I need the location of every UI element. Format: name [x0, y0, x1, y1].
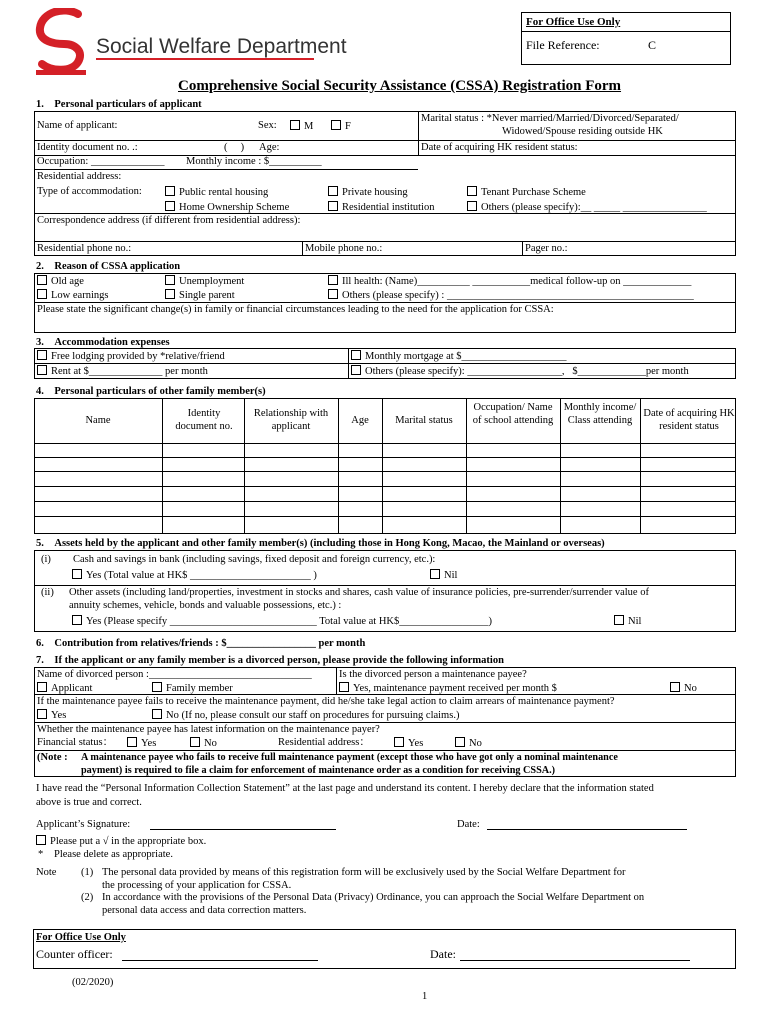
counter-officer-label: Counter officer:: [36, 947, 113, 961]
tick-instruction: Please put a √ in the appropriate box.: [36, 835, 206, 849]
rent-option[interactable]: Rent at $______________ per month: [37, 365, 208, 379]
office-use-bottom-box: [33, 929, 736, 969]
sex-male-option[interactable]: M: [290, 120, 313, 134]
checkbox[interactable]: [328, 275, 338, 285]
section5-heading: 5. Assets held by the applicant and other family member(s) (including those in Hong Kong, Macao, the Mainland or overseas): [36, 538, 605, 549]
col-header-age: Age: [351, 415, 369, 426]
form-title: Comprehensive Social Security Assistance (CSSA) Registration Form: [178, 78, 622, 94]
checkbox[interactable]: [37, 289, 47, 299]
office-use-bottom-title: For Office Use Only: [36, 932, 126, 943]
file-reference-value: C: [648, 38, 657, 52]
other-assets-line1: Other assets (including land/properties, investment in stocks and shares, cash value of insurance policies, pre-surrender/surrender value of: [69, 587, 649, 598]
other-assets-nil-option[interactable]: Nil: [614, 615, 641, 629]
accom-others[interactable]: Others (please specify):__ _____ ________________: [467, 201, 707, 215]
checkbox[interactable]: [152, 709, 162, 719]
checkbox[interactable]: [37, 682, 47, 692]
checkbox[interactable]: [165, 275, 175, 285]
note1-line2: the processing of your application for CSSA.: [102, 880, 292, 891]
col-header-occupation: Occupation/ Name of school attending: [472, 402, 554, 427]
checkbox[interactable]: [37, 365, 47, 375]
section6-heading: 6. Contribution from relatives/friends : $_________________ per month: [36, 638, 366, 649]
office-date-line[interactable]: [460, 960, 690, 961]
accom-public-rental[interactable]: Public rental housing: [165, 186, 268, 200]
free-lodging-option[interactable]: Free lodging provided by *relative/friend: [37, 350, 225, 364]
reason-ill-health[interactable]: Ill health: (Name)__________ ___________medical follow-up on _____________: [328, 275, 691, 289]
declaration-line2: above is true and correct.: [36, 797, 142, 808]
accom-home-ownership[interactable]: Home Ownership Scheme: [165, 201, 289, 215]
marital-status-line1: Marital status : *Never married/Married/Divorced/Separated/: [421, 113, 679, 124]
latest-info-question: Whether the maintenance payee has latest information on the maintenance payer?: [37, 724, 380, 735]
payer-address-label: Residential address：: [278, 737, 370, 748]
checkbox[interactable]: [467, 186, 477, 196]
other-assets-yes-option[interactable]: Yes (Please specify ____________________________ Total value at HK$_________________): [72, 615, 492, 629]
signature-line[interactable]: [150, 829, 336, 830]
signature-date-label: Date:: [457, 819, 480, 830]
checkbox[interactable]: [37, 709, 47, 719]
other-assets-line2: annuity schemes, vehicle, bonds and valuable possessions, etc.) :: [69, 600, 342, 611]
declaration-line1: I have read the “Personal Information Collection Statement” at the last page and understand its content. I hereby declare that the information stated: [36, 783, 654, 794]
checkbox[interactable]: [152, 682, 162, 692]
accom-tenant-purchase[interactable]: Tenant Purchase Scheme: [467, 186, 586, 200]
office-date-label: Date:: [430, 947, 456, 961]
reason-others[interactable]: Others (please specify) : _______________________________________________: [328, 289, 694, 303]
signature-label: Applicant’s Signature:: [36, 819, 131, 830]
col-header-name: Name: [85, 415, 111, 426]
section1-heading: 1. Personal particulars of applicant: [36, 99, 202, 110]
checkbox-sample: [36, 835, 46, 845]
residential-phone-label: Residential phone no.:: [37, 243, 132, 254]
assets-i-number: (i): [41, 554, 51, 565]
checkbox[interactable]: [351, 350, 361, 360]
checkbox[interactable]: [351, 365, 361, 375]
note-line2: payment) is required to file a claim for enforcement of maintenance order as a condition for receiving CSSA.): [81, 765, 556, 776]
divorced-family-member-option[interactable]: Family member: [152, 682, 233, 696]
delete-star: *: [38, 849, 44, 860]
checkbox[interactable]: [328, 186, 338, 196]
swd-logo: [34, 8, 92, 76]
checkbox[interactable]: [72, 569, 82, 579]
cash-yes-option[interactable]: Yes (Total value at HK$ _______________________ ): [72, 569, 317, 583]
maintenance-payee-question: Is the divorced person a maintenance payee?: [339, 669, 527, 680]
residential-address-label: Residential address:: [37, 171, 122, 182]
note1-number: (1): [81, 867, 94, 878]
section3-heading: 3. Accommodation expenses: [36, 337, 170, 348]
monthly-mortgage-option[interactable]: Monthly mortgage at $____________________: [351, 350, 567, 364]
legal-action-yes[interactable]: Yes: [37, 709, 66, 723]
form-version: (02/2020): [72, 977, 114, 988]
counter-officer-line[interactable]: [122, 960, 318, 961]
section2-heading: 2. Reason of CSSA application: [36, 261, 181, 272]
section4-heading: 4. Personal particulars of other family member(s): [36, 386, 266, 397]
payment-no-option[interactable]: No: [670, 682, 697, 696]
date-acquiring-label: Date of acquiring HK resident status:: [421, 142, 578, 153]
checkbox[interactable]: [165, 289, 175, 299]
assets-cash-label: Cash and savings in bank (including savings, fixed deposit and foreign currency, etc.):: [73, 554, 436, 565]
legal-action-no[interactable]: No (If no, please consult our staff on procedures for pursuing claims.): [152, 709, 459, 723]
reason-old-age[interactable]: Old age: [37, 275, 84, 289]
checkbox[interactable]: [670, 682, 680, 692]
reason-single-parent[interactable]: Single parent: [165, 289, 235, 303]
note2-number: (2): [81, 892, 94, 903]
divorced-name-label: Name of divorced person :_______________________________: [37, 669, 312, 680]
legal-action-question: If the maintenance payee fails to receive the maintenance payment, did he/she take legal action to claim arrears of maintenance payment?: [37, 696, 615, 707]
checkbox[interactable]: [127, 737, 137, 747]
reason-unemployment[interactable]: Unemployment: [165, 275, 244, 289]
accom-private-housing[interactable]: Private housing: [328, 186, 408, 200]
state-change-label: Please state the significant change(s) in family or financial circumstances leading to the need for the application for CSSA:: [37, 304, 554, 315]
accommodation-type-label: Type of accommodation:: [37, 186, 142, 197]
page-number: 1: [422, 991, 428, 1002]
reason-low-earnings[interactable]: Low earnings: [37, 289, 108, 303]
financial-status-yes[interactable]: Yes: [127, 737, 156, 751]
checkbox[interactable]: [37, 275, 47, 285]
checkbox[interactable]: [328, 201, 338, 211]
monthly-income-label: Monthly income : $__________: [186, 156, 322, 167]
checkbox[interactable]: [430, 569, 440, 579]
notes-label: Note: [36, 867, 57, 878]
checkbox[interactable]: [328, 289, 338, 299]
financial-status-label: Financial status：: [37, 737, 114, 748]
accom-residential-institution[interactable]: Residential institution: [328, 201, 434, 215]
col-header-identity: Identity document no.: [175, 408, 233, 433]
col-header-date: Date of acquiring HK resident status: [643, 408, 735, 433]
sex-female-option[interactable]: F: [331, 120, 351, 134]
department-name: Social Welfare Department: [96, 35, 347, 58]
financial-status-no[interactable]: No: [190, 737, 217, 751]
checkbox[interactable]: [72, 615, 82, 625]
note2-line1: In accordance with the provisions of the Personal Data (Privacy) Ordinance, you can approach the Social Welfare Department on: [102, 892, 645, 903]
payer-address-no[interactable]: No: [455, 737, 482, 751]
applicant-name-label: Name of applicant:: [37, 120, 118, 131]
occupation-label: Occupation: ______________: [37, 156, 165, 167]
file-reference-label: File Reference:: [526, 38, 600, 52]
col-header-marital: Marital status: [395, 415, 453, 426]
checkbox[interactable]: [290, 120, 300, 130]
accom-expense-others[interactable]: Others (please specify): __________________, $_____________per month: [351, 365, 689, 379]
note2-line2: personal data access and data correction matters.: [102, 905, 307, 916]
mobile-phone-label: Mobile phone no.:: [305, 243, 383, 254]
col-header-relationship: Relationship with applicant: [253, 408, 329, 433]
checkbox[interactable]: [339, 682, 349, 692]
dept-underline: [96, 58, 314, 60]
checkbox[interactable]: [37, 350, 47, 360]
assets-ii-number: (ii): [41, 587, 54, 598]
checkbox[interactable]: [467, 201, 477, 211]
col-header-income: Monthly income/ Class attending: [563, 402, 637, 427]
id-document-label: Identity document no. .:: [37, 142, 138, 153]
note1-line1: The personal data provided by means of this registration form will be exclusively used by the Social Welfare Department for: [102, 867, 626, 878]
divorced-applicant-option[interactable]: Applicant: [37, 682, 92, 696]
checkbox[interactable]: [614, 615, 624, 625]
pager-label: Pager no.:: [525, 243, 568, 254]
office-use-title: For Office Use Only: [526, 16, 621, 28]
marital-status-line2: Widowed/Spouse residing outside HK: [502, 126, 663, 137]
payment-received-option[interactable]: Yes, maintenance payment received per month $: [339, 682, 557, 696]
checkbox[interactable]: [165, 186, 175, 196]
age-label: Age:: [259, 142, 280, 153]
note-line1: A maintenance payee who fails to receive full maintenance payment (except those who have got only a nominal maintenance: [81, 752, 618, 763]
checkbox[interactable]: [394, 737, 404, 747]
swd-logo-icon: [34, 8, 92, 76]
checkbox[interactable]: [165, 201, 175, 211]
payer-address-yes[interactable]: Yes: [394, 737, 423, 751]
section7-heading: 7. If the applicant or any family member is a divorced person, please provide the following information: [36, 655, 504, 666]
id-check-digit: ( ): [224, 142, 245, 153]
cash-nil-option[interactable]: Nil: [430, 569, 457, 583]
checkbox[interactable]: [190, 737, 200, 747]
checkbox[interactable]: [455, 737, 465, 747]
sex-label: Sex:: [258, 120, 277, 131]
signature-date-line[interactable]: [487, 829, 687, 830]
note-label: (Note :: [37, 752, 68, 763]
correspondence-address-label: Correspondence address (if different from residential address):: [37, 215, 301, 226]
checkbox[interactable]: [331, 120, 341, 130]
delete-instruction: Please delete as appropriate.: [54, 849, 173, 860]
